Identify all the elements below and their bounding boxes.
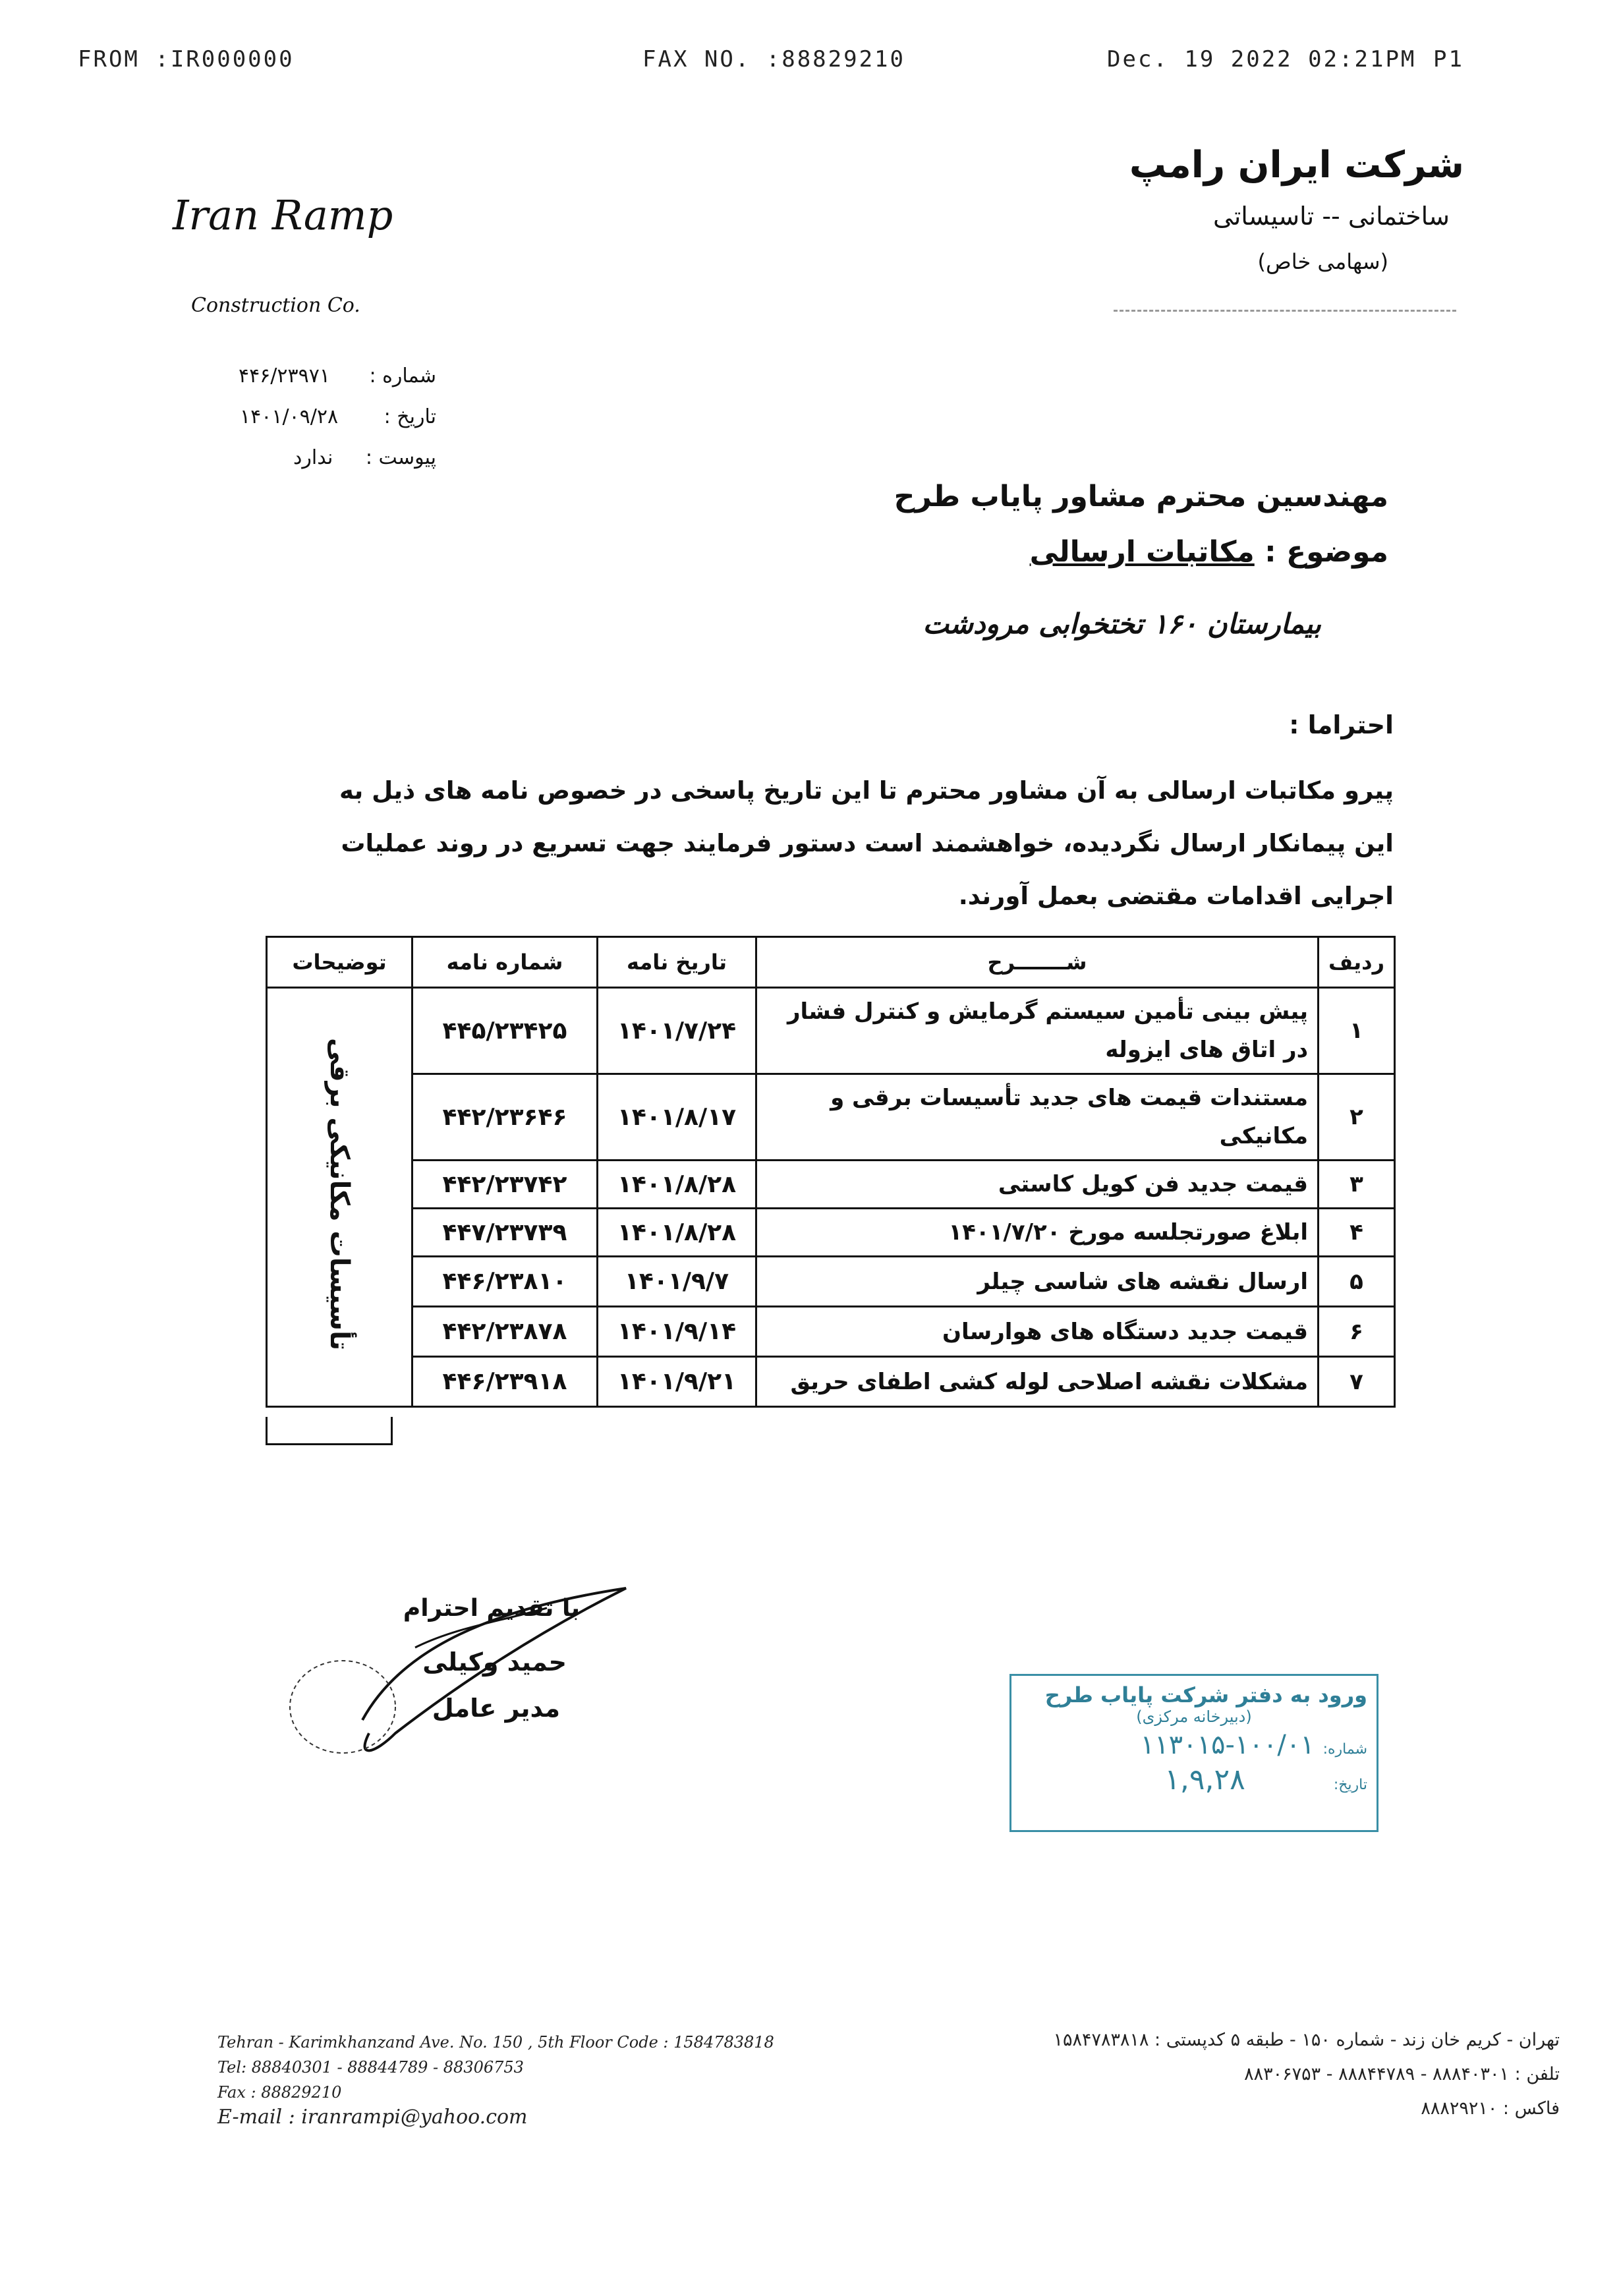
fax-page: P1: [1433, 46, 1464, 72]
footer-en-email: E-mail : iranrampi@yahoo.com: [217, 2106, 528, 2129]
company-seal: [290, 1661, 395, 1753]
cell-number: ۴۴۶/۲۳۹۱۸: [412, 1357, 598, 1407]
meta-attachment: [212, 438, 436, 478]
footer-english: [217, 2030, 810, 2130]
footer-fa-fax: فاکس : ۸۸۸۲۹۲۱۰: [1421, 2098, 1560, 2119]
cell-row-number: ۳: [1319, 1161, 1395, 1209]
letters-table: [266, 936, 1396, 1408]
footer-en-tel: Tel: 88840301 - 88844789 - 88306753: [217, 2058, 524, 2077]
signature-block: [283, 1568, 692, 1779]
letter-meta: [212, 356, 436, 478]
signature-title: مدیر عامل: [432, 1694, 560, 1723]
stamp-number-value: ۱۰۰/۰۱-۱۱۳۰۱۵: [1140, 1730, 1315, 1760]
cell-date: ۱۴۰۱/۹/۲۱: [598, 1357, 756, 1407]
table-row: [267, 1257, 1395, 1307]
cell-date: ۱۴۰۱/۸/۲۸: [598, 1209, 756, 1257]
received-stamp: [1009, 1674, 1378, 1832]
letterhead-divider: [1114, 310, 1456, 312]
cell-row-number: ۵: [1319, 1257, 1395, 1307]
subject: [1030, 535, 1388, 569]
cell-row-number: ۷: [1319, 1357, 1395, 1407]
notes-column-tail: [266, 1417, 393, 1445]
cell-number: ۴۴۵/۲۳۴۲۵: [412, 988, 598, 1074]
cell-description: قیمت جدید دستگاه های هوارسان: [756, 1307, 1319, 1357]
signature-closing: با تقدیم احترام: [403, 1595, 580, 1622]
header-description: شـــــــرح: [756, 937, 1319, 988]
fax-from: FROM :IR000000: [78, 46, 295, 72]
signature-name: حمید وکیلی: [422, 1648, 567, 1677]
footer-fa-tel: تلفن : ۸۸۸۴۰۳۰۱ - ۸۸۸۴۴۷۸۹ - ۸۸۳۰۶۷۵۳: [1244, 2064, 1560, 2084]
cell-description: قیمت جدید فن کویل کاستی: [756, 1161, 1319, 1209]
footer-fa-address: تهران - کریم خان زند - شماره ۱۵۰ - طبقه ۵ کدپستی : ۱۵۸۴۷۸۳۸۱۸: [1053, 2030, 1560, 2050]
header-date: تاریخ نامه: [598, 937, 756, 988]
cell-date: ۱۴۰۱/۹/۱۴: [598, 1307, 756, 1357]
stamp-title: ورود به دفتر شرکت پایاب طرح: [1044, 1682, 1367, 1708]
footer-persian: [901, 2023, 1560, 2126]
cell-date: ۱۴۰۱/۷/۲۴: [598, 988, 756, 1074]
header-row-number: ردیف: [1319, 937, 1395, 988]
meta-number-label: شماره :: [369, 364, 436, 387]
notes-text: تأسیسات مکانیکی برقی: [324, 1037, 355, 1351]
table-header-row: [267, 937, 1395, 988]
stamp-date-row: [1021, 1763, 1367, 1796]
body-line: پیرو مکاتبات ارسالی به آن مشاور محترم تا این تاریخ پاسخی در خصوص نامه های ذیل به: [339, 776, 1394, 805]
cell-date: ۱۴۰۱/۹/۷: [598, 1257, 756, 1307]
cell-number: ۴۴۷/۲۳۷۳۹: [412, 1209, 598, 1257]
body-line: اجرایی اقدامات مقتضی بعمل آورند.: [958, 882, 1394, 910]
company-name-fa: شرکت ایران رامپ: [1129, 144, 1464, 187]
meta-date: [212, 397, 436, 438]
cell-number: ۴۴۲/۲۳۶۴۶: [412, 1074, 598, 1161]
stamp-subtitle: (دبیرخانه مرکزی): [1136, 1708, 1252, 1726]
stamp-date-value: ۱,۹,۲۸: [1164, 1763, 1245, 1796]
stamp-number-row: [1021, 1730, 1367, 1760]
subject-value: مکاتبات ارسالی: [1029, 535, 1255, 569]
table-row: [267, 1209, 1395, 1257]
footer-en-address: Tehran - Karimkhanzand Ave. No. 150 , 5th Floor Code : 1584783818: [217, 2033, 774, 2052]
project-name: بیمارستان ۱۶۰ تختخوابی مرودشت: [923, 608, 1321, 640]
company-type-fa: ساختمانی -- تاسیساتی: [1213, 202, 1450, 231]
meta-attachment-label: پیوست :: [365, 446, 436, 469]
cell-row-number: ۱: [1319, 988, 1395, 1074]
footer-en-fax: Fax : 88829210: [217, 2083, 342, 2102]
fax-datetime: Dec. 19 2022 02:21PM: [1107, 46, 1417, 72]
cell-description: مشکلات نقشه اصلاحی لوله کشی اطفای حریق: [756, 1357, 1319, 1407]
cell-description: مستندات قیمت های جدید تأسیسات برقی و مکانیکی: [756, 1074, 1319, 1161]
subject-label: موضوع :: [1264, 535, 1388, 569]
table-row: [267, 1074, 1395, 1161]
body-line: این پیمانکار ارسال نگردیده، خواهشمند است دستور فرمایند جهت تسریع در روند عملیات: [341, 829, 1394, 857]
salutation: احتراما :: [1289, 710, 1394, 739]
letter-body: [241, 764, 1394, 923]
meta-date-value: ۱۴۰۱/۰۹/۲۸: [239, 405, 339, 428]
company-name-en-sub: Construction Co.: [191, 294, 360, 317]
cell-notes: [267, 988, 412, 1407]
cell-number: ۴۴۲/۲۳۷۴۲: [412, 1161, 598, 1209]
meta-number-value: ۴۴۶/۲۳۹۷۱: [238, 364, 330, 387]
meta-attachment-value: ندارد: [293, 446, 333, 469]
header-number: شماره نامه: [412, 937, 598, 988]
cell-description: پیش بینی تأمین سیستم گرمایش و کنترل فشار در اتاق های ایزوله: [756, 988, 1319, 1074]
cell-row-number: ۴: [1319, 1209, 1395, 1257]
cell-date: ۱۴۰۱/۸/۲۸: [598, 1161, 756, 1209]
header-notes: توضیحات: [267, 937, 412, 988]
stamp-number-label: شماره:: [1322, 1741, 1367, 1758]
cell-number: ۴۴۶/۲۳۸۱۰: [412, 1257, 598, 1307]
cell-description: ارسال نقشه های شاسی چیلر: [756, 1257, 1319, 1307]
meta-date-label: تاریخ :: [383, 405, 436, 428]
fax-number: FAX NO. :88829210: [642, 46, 905, 72]
cell-date: ۱۴۰۱/۸/۱۷: [598, 1074, 756, 1161]
table-row: [267, 1307, 1395, 1357]
table-row: [267, 1357, 1395, 1407]
cell-row-number: ۲: [1319, 1074, 1395, 1161]
cell-description: ابلاغ صورتجلسه مورخ ۱۴۰۱/۷/۲۰: [756, 1209, 1319, 1257]
recipient: مهندسین محترم مشاور پایاب طرح: [894, 480, 1388, 513]
company-name-en: Iran Ramp: [173, 191, 393, 239]
meta-number: [212, 356, 436, 397]
stamp-date-label: تاریخ:: [1333, 1777, 1367, 1793]
table-row: [267, 1161, 1395, 1209]
cell-row-number: ۶: [1319, 1307, 1395, 1357]
company-form-fa: (سهامی خاص): [1257, 249, 1388, 274]
table-row: [267, 988, 1395, 1074]
cell-number: ۴۴۲/۲۳۸۷۸: [412, 1307, 598, 1357]
